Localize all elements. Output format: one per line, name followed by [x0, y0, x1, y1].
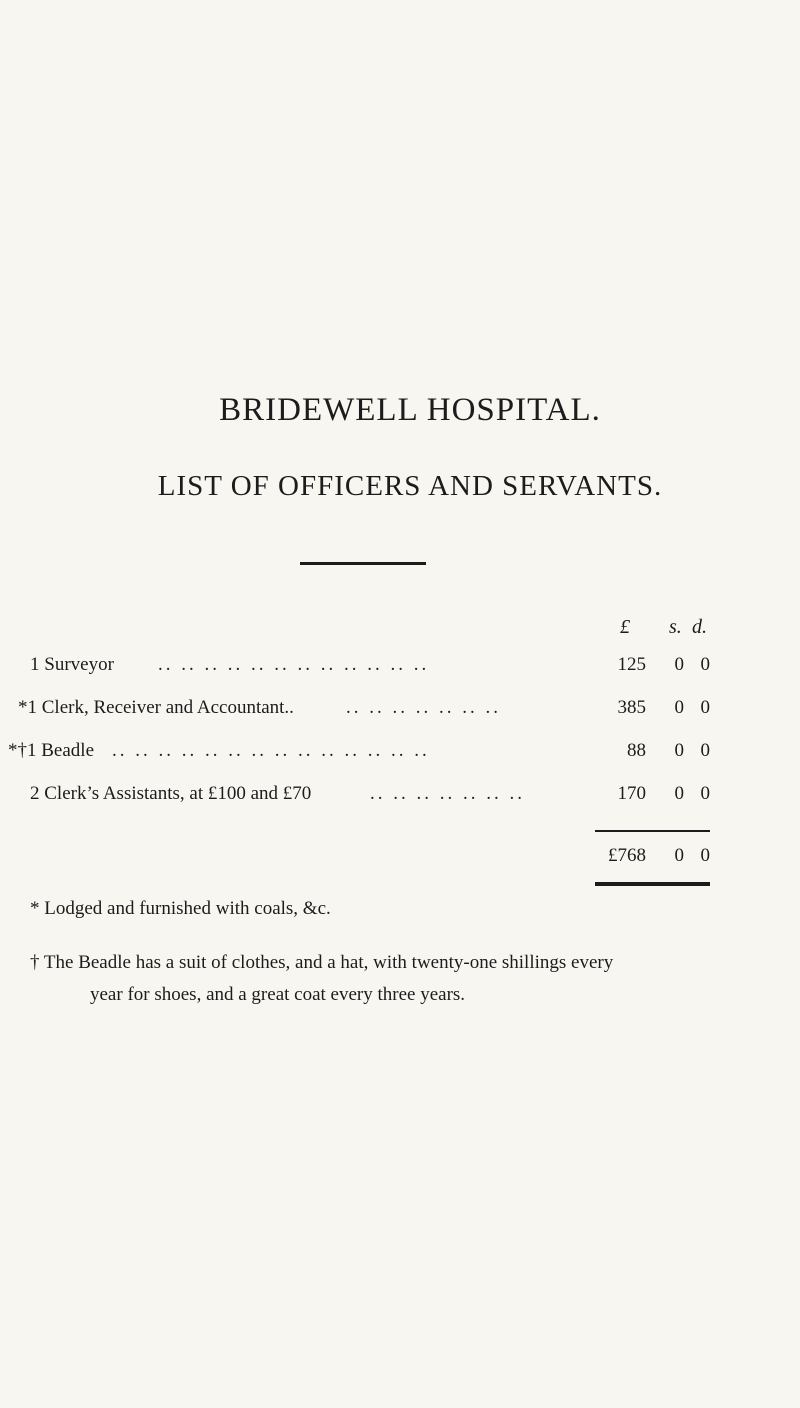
row-label: *†1 Beadle [8, 740, 95, 761]
row-pence: 0 [700, 697, 710, 718]
column-header-pounds: £ [620, 616, 630, 638]
footnote-asterisk: * Lodged and furnished with coals, &c. [30, 898, 331, 919]
row-pence: 0 [700, 654, 710, 675]
total-pounds: £768 [608, 845, 646, 866]
page-subtitle: LIST OF OFFICERS AND SERVANTS. [157, 470, 663, 502]
leader-dots: .. .. .. .. .. .. .. .. .. .. .. .. [158, 654, 430, 675]
title-divider [300, 562, 426, 565]
row-pounds: 125 [617, 654, 646, 675]
table-row [0, 740, 800, 770]
row-pounds: 385 [617, 697, 646, 718]
leader-dots: .. .. .. .. .. .. .. [346, 697, 501, 718]
column-header-shillings: s. [669, 616, 682, 638]
footnote-dagger-line1: † The Beadle has a suit of clothes, and a hat, with twenty-one shillings every [30, 952, 614, 973]
column-header-pence: d. [692, 616, 707, 638]
row-label: 2 Clerk’s Assistants, at £100 and £70 [30, 783, 312, 804]
total-underline [595, 882, 710, 886]
leader-dots: .. .. .. .. .. .. .. .. .. .. .. .. .. .. [112, 740, 430, 761]
total-divider [595, 830, 710, 832]
row-pence: 0 [700, 740, 710, 761]
row-pounds: 170 [617, 783, 646, 804]
table-row [0, 654, 800, 684]
row-shillings: 0 [674, 654, 684, 675]
row-shillings: 0 [674, 740, 684, 761]
table-row [0, 783, 800, 813]
row-shillings: 0 [674, 697, 684, 718]
row-pounds: 88 [627, 740, 646, 761]
total-shillings: 0 [674, 845, 684, 866]
footnote-dagger [30, 947, 790, 1011]
row-shillings: 0 [674, 783, 684, 804]
total-row [0, 845, 800, 875]
leader-dots: .. .. .. .. .. .. .. [370, 783, 525, 804]
table-row [0, 697, 800, 727]
row-label: 1 Surveyor [30, 654, 114, 675]
row-label: *1 Clerk, Receiver and Accountant.. [18, 697, 294, 718]
row-pence: 0 [700, 783, 710, 804]
total-pence: 0 [700, 845, 710, 866]
footnote-dagger-line2: year for shoes, and a great coat every three years. [90, 984, 466, 1005]
page-title: BRIDEWELL HOSPITAL. [219, 392, 601, 428]
